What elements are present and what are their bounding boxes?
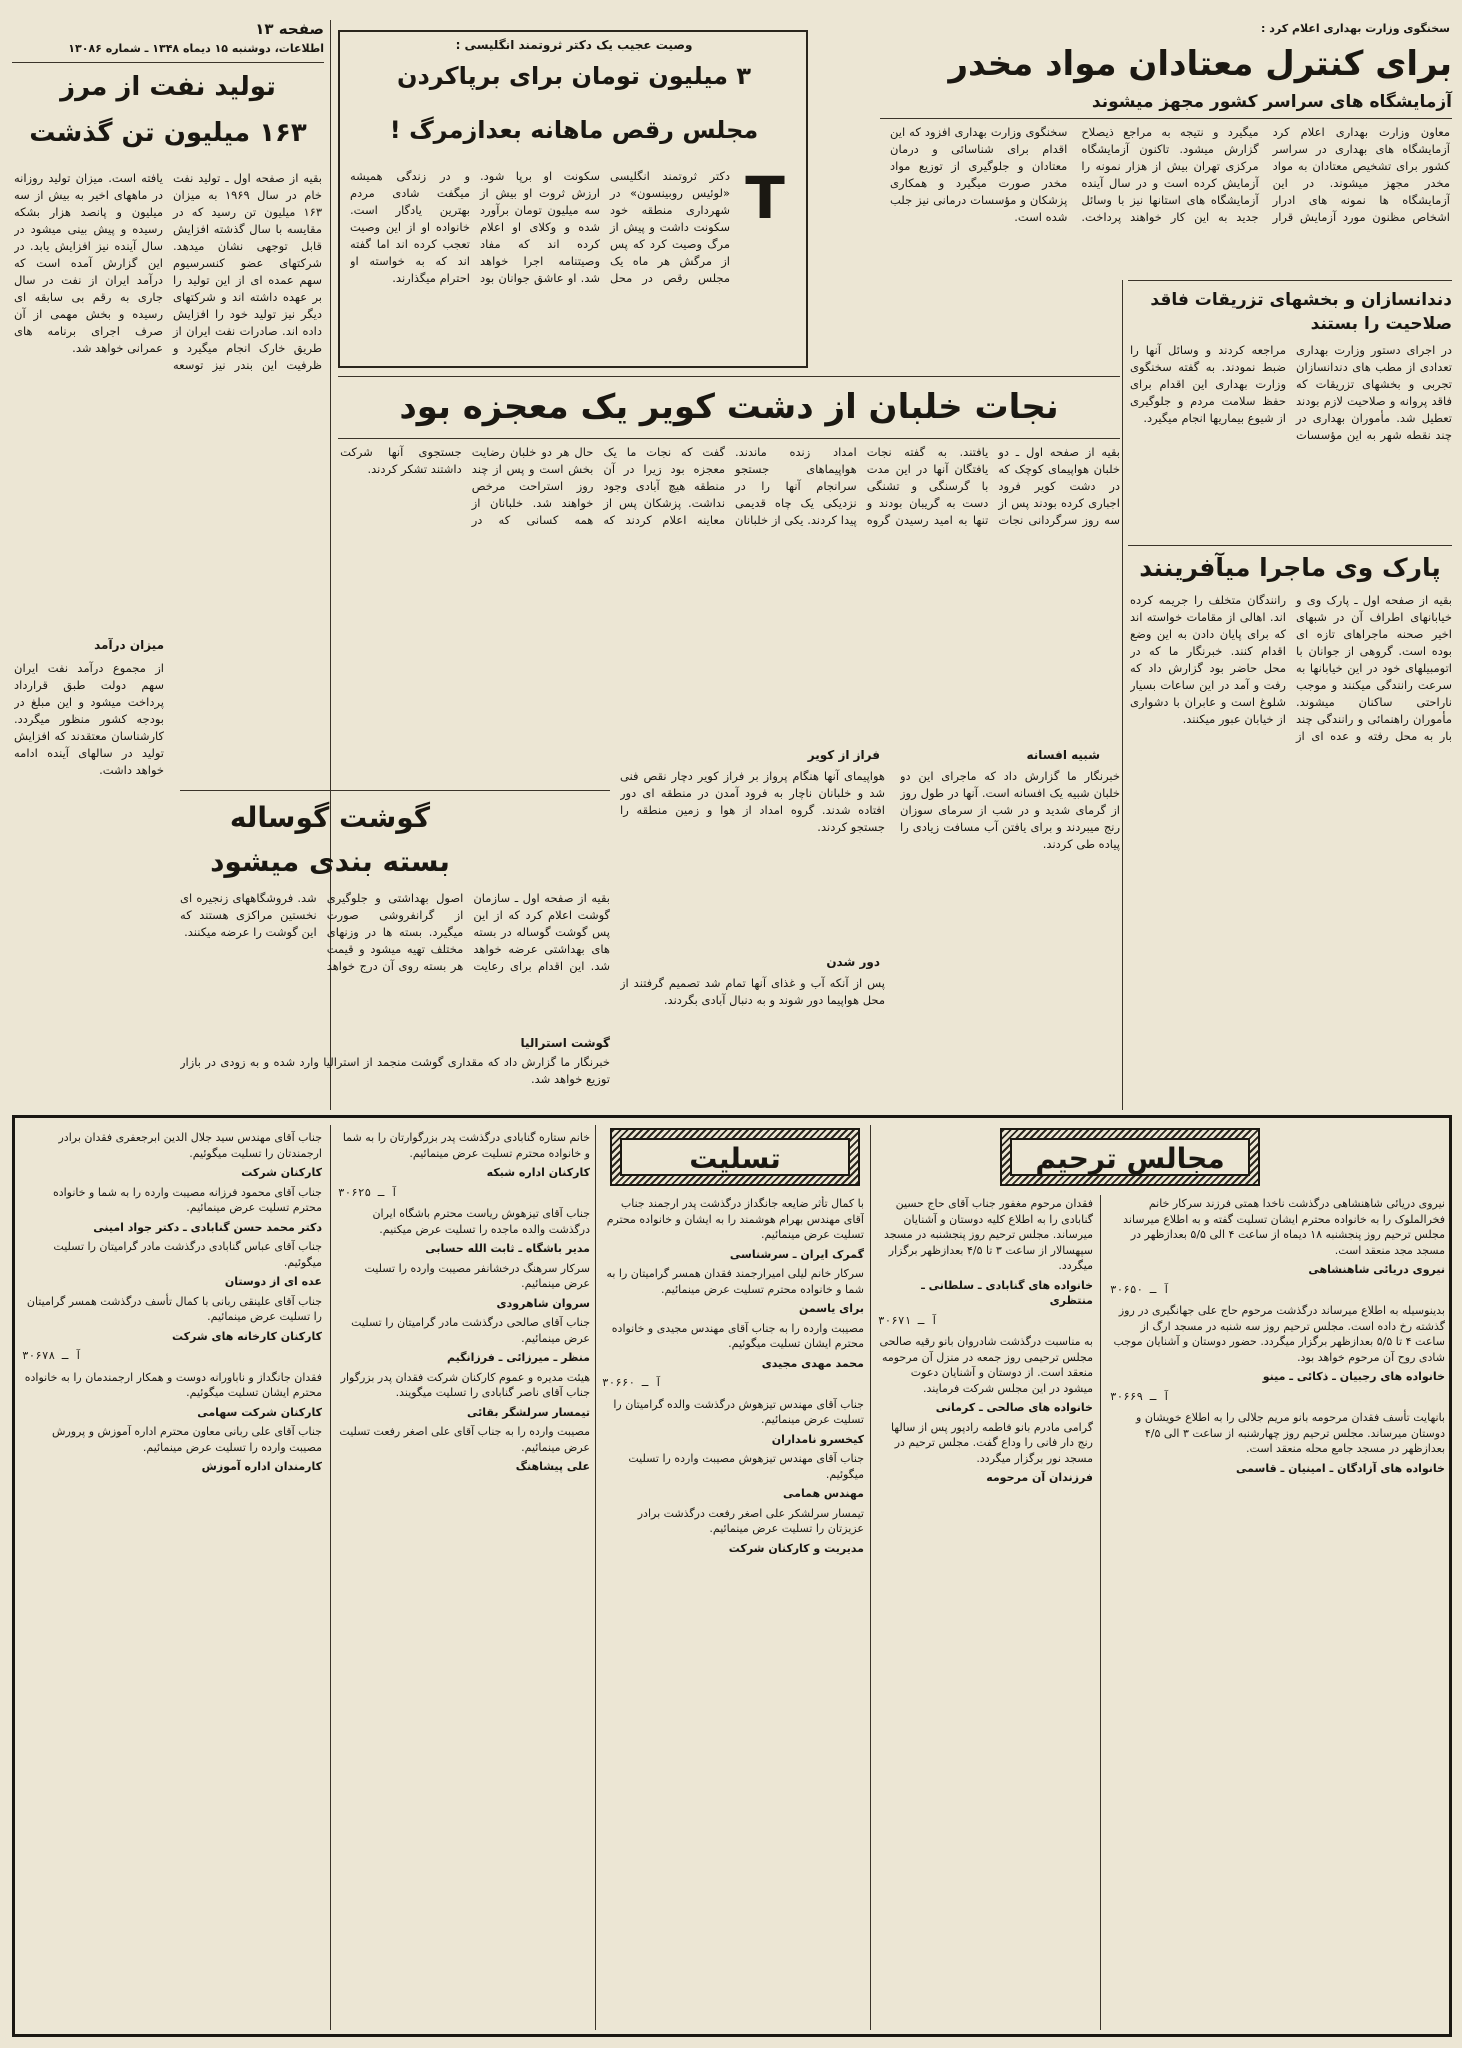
tarhim-1-0: نیروی دریائی شاهنشاهی درگذشت ناخدا همتی فرزند سرکار خانم فخرالملوک را به خانواده محترم ایشان تسلیت گفته و به اطلاع میرساند مجلس ترحیم روز پنجشنبه ۱۸ دیماه از ساعت ۴ الی ۵/۵ بعدازظهر در مسجد مجد منعقد است. (1123, 1197, 1445, 1257)
tasliyat-1-0: با کمال تأثر ضایعه جانگداز درگذشت پدر ارجمند جناب آقای مهندس بهرام هوشمند را به ایشان و خانواده محترم تسلیت عرض مینمائیم. (606, 1197, 864, 1241)
pilots-body-c: هواپیمای آنها هنگام پرواز بر فراز کویر دچار نقص فنی شد و خلبانان ناچار به فرود آمدن در منطقه ای دور افتاده شدند. گروه امداد از هوا و زمین منطقه را جستجو کردند. (620, 769, 885, 834)
tasliyat-1-9: مهندس همامی (783, 1487, 864, 1500)
tasliyat-3-2: جناب آقای محمود فرزانه مصیبت وارده را به شما و خانواده محترم تسلیت عرض مینمائیم. (52, 1185, 322, 1214)
tasliyat-3-11: کارمندان اداره آموزش (201, 1460, 322, 1473)
tasliyat-1-5: محمد مهدی مجیدی (761, 1356, 864, 1370)
will-title-1: ۳ میلیون تومان برای برپاکردن (396, 62, 752, 90)
oil-title-1: تولید نفت از مرز (60, 72, 276, 102)
tasliyat-2-2: جناب آقای تیزهوش ریاست محترم باشگاه ایران درگذشت والده ماجده را تسلیت عرض میکنیم. (372, 1207, 590, 1236)
oil-body-2: از مجموع درآمد نفت ایران سهم دولت طبق قرارداد پرداخت میشود و این مبلغ در بودجه کشور منظور میگردد. کارشناسان معتقدند که افزایش تولید در سالهای آینده ادامه خواهد داشت. (14, 661, 164, 777)
tarhim-2-0: فقدان مرحوم مغفور جناب آقای حاج حسین گنابادی را به اطلاع کلیه دوستان و آشنایان میرساند. مجلس ترحیم روز پنجشنبه در مسجد سپهسالار از ساعت ۳ تا ۴/۵ بعدازظهر برگزار میگردد. (884, 1197, 1093, 1272)
tarhim-2-2: به مناسبت درگذشت شادروان بانو رقیه صالحی مجلس ترحیمی روز جمعه در منزل آن مرحومه منعقد است. از دوستان و آشنایان دعوت میشود در این مجلس شرکت فرمایند. (879, 1335, 1093, 1395)
pilots-subhead-1: شبیه افسانه (1026, 748, 1100, 762)
tasliyat-3-10: جناب آقای علی ربانی معاون محترم اداره آموزش و پرورش مصیبت وارده را تسلیت عرض مینمائیم. (52, 1425, 322, 1454)
veal-subhead: گوشت استرالیا (520, 1036, 610, 1050)
veal-body: بقیه از صفحه اول ـ سازمان گوشت اعلام کرد که از این پس گوشت گوساله در بسته های بهداشتی عرضه خواهد شد. این اقدام برای رعایت اصول بهداشتی و جلوگیری از گرانفروشی صورت میگیرد. بسته ها در وزنهای مختلف تهیه میشود و قیمت هر بسته روی آن درج خواهد شد. فروشگاههای زنجیره ای نخستین مراکزی هستند که این گوشت را عرضه میکنند. (180, 891, 610, 973)
veal-title-2: بسته بندی میشود (210, 845, 450, 878)
tasliyat-3-5: عده ای از دوستان (224, 1275, 322, 1288)
code-0: آ ـ ۳۰۶۵۰ (1110, 1282, 1170, 1296)
tasliyat-2-3: مدیر باشگاه ـ ثابت الله حسابی (425, 1242, 590, 1255)
tasliyat-2-1: کارکنان اداره شبکه (486, 1166, 590, 1179)
pilots-body-d: پس از آنکه آب و غذای آنها تمام شد تصمیم گرفتند از محل هواپیما دور شوند و به دنبال آبادی بگردند. (620, 976, 885, 1007)
tarhim-2-1: خانواده های گنابادی ـ سلطانی ـ منتظری (921, 1278, 1093, 1307)
tasliyat-1-7: کیخسرو نامداران (771, 1432, 864, 1446)
park-body: بقیه از صفحه اول ـ پارک وی و خیابانهای اطراف آن در شبهای اخیر صحنه ماجراهای تازه ای بوده است. گروهی از جوانان با اتومبیلهای خود در این خیابانها به سرعت رانندگی میکنند و موجب ناراحتی ساکنان میشوند. مأموران راهنمائی و رانندگی چند بار به محل رفته و عده ای از رانندگان متخلف را جریمه کرده اند. اهالی از مقامات خواسته اند که برای پایان دادن به این وضع اقدام کنند. خبرنگار ما که در محل حاضر بود گزارش داد که رفت و آمد در این ساعات بسیار شلوغ است و عابران با دشواری از خیابان عبور میکنند. (1130, 593, 1452, 743)
pilots-subhead-2: فراز از کویر (807, 748, 880, 762)
tasliyat-2-6: جناب آقای صالحی درگذشت مادر گرامیتان را تسلیت عرض مینمائیم. (351, 1316, 590, 1345)
oil-body: بقیه از صفحه اول ـ تولید نفت خام در سال ۱۹۶۹ به میزان ۱۶۳ میلیون تن رسید که در مقایسه با سال گذشته افزایش قابل توجهی نشان میدهد. شرکتهای عضو کنسرسیوم سهم عمده ای از این تولید را بر عهده داشته اند و شرکتهای دیگر نیز تولید خود را افزایش داده اند. صادرات نفت ایران از طریق خارک انجام میگیرد و ظرفیت این بندر نیز توسعه یافته است. میزان تولید روزانه در ماههای اخیر به بیش از سه میلیون و پانصد هزار بشکه رسیده و پیش بینی میشود در سال آینده نیز افزایش یابد. در این گزارش آمده است که درآمد ایران از نفت در سال جاری به رقم بی سابقه ای رسیده و بخش مهمی از آن صرف اجرای برنامه های عمرانی خواهد شد. (14, 171, 322, 372)
tarhim-1-5: خانواده های آزادگان ـ امینیان ـ قاسمی (1236, 1461, 1445, 1475)
tarhim-1-1: نیروی دریائی شاهنشاهی (1308, 1263, 1445, 1276)
tasliyat-1-11: مدیریت و کارکنان شرکت (728, 1541, 864, 1555)
tasliyat-3-1: کارکنان شرکت (241, 1166, 322, 1179)
tasliyat-1-2: سرکار خانم لیلی امیرارجمند فقدان همسر گرامیتان را به شما و خانواده محترم تسلیت عرض مینمائیم. (606, 1267, 864, 1296)
pilots-body: بقیه از صفحه اول ـ دو خلبان هواپیمای کوچک که در دشت کویر فرود اجباری کرده بودند پس از سه روز سرگردانی نجات یافتند. به گفته نجات یافتگان آنها در این مدت با گرسنگی و تشنگی دست به گریبان بودند و تنها به امید رسیدن گروه امداد زنده ماندند. هواپیماهای جستجو سرانجام آنها را در نزدیکی یک چاه قدیمی پیدا کردند. یکی از خلبانان گفت که نجات ما یک معجزه بود زیرا در آن منطقه هیچ آبادی وجود نداشت. پزشکان پس از معاینه اعلام کردند که حال هر دو خلبان رضایت بخش است و پس از چند روز استراحت مرخص خواهند شد. خلبانان از همه کسانی که در جستجوی آنها شرکت داشتند تشکر کردند. (340, 445, 1120, 527)
tasliyat-3-3: دکتر محمد حسن گنابادی ـ دکتر جواد امینی (93, 1220, 322, 1234)
will-body: دکتر ثروتمند انگلیسی «لوئیس روبینسون» در شهرداری منطقه خود سکونت داشت و پیش از مرگ وصیت کرد که پس از مرگش هر ماه یک مجلس رقص در محل سکونت او برپا شود. ارزش ثروت او بیش از سه میلیون تومان برآورد شده و وکلای او اعلام کرده اند که مفاد وصیتنامه اجرا خواهد شد. او عاشق جوانان بود و در زندگی همیشه میگفت شادی مردم بهترین یادگار است. خانواده او از این وصیت تعجب کرده اند اما گفته اند که به خواسته او احترام میگذارند. (350, 169, 730, 285)
veal-title-1: گوشت گوساله (229, 801, 431, 834)
tasliyat-2-0: خانم ستاره گنابادی درگذشت پدر بزرگوارتان را به شما و خانواده محترم تسلیت عرض مینمائیم. (342, 1131, 590, 1160)
tasliyat-1-4: مصیبت وارده را به جناب آقای مهندس مجیدی و خانواده محترم ایشان تسلیت میگوئیم. (611, 1321, 864, 1350)
tarhim-2-5: فرزندان آن مرحومه (986, 1471, 1093, 1484)
tasliyat-2-10: مصیبت وارده را به جناب آقای علی اصغر رفعت تسلیت عرض مینمائیم. (339, 1425, 590, 1454)
page-label: صفحه ۱۳ (255, 20, 324, 38)
tasliyat-1-1: گمرک ایران ـ سرشناسی (729, 1247, 864, 1261)
tarhim-title: مجالس ترحیم (1010, 1138, 1250, 1176)
tasliyat-2-7: منظر ـ میرزائی ـ فرزانگیم (447, 1351, 590, 1364)
park-title: پارک وی ماجرا میآفرینند (1139, 553, 1441, 582)
tasliyat-2-8: هیئت مدیره و عموم کارکنان شرکت فقدان پدر بزرگوار جناب آقای ناصر گنابادی را تسلیت میگویند. (340, 1370, 590, 1399)
dateline: اطلاعات، دوشنبه ۱۵ دیماه ۱۳۴۸ ـ شماره ۱۳۰۸۶ (68, 42, 324, 55)
tasliyat-col-3 (22, 1130, 322, 2026)
oil-title-2: ۱۶۳ میلیون تن گذشت (29, 118, 307, 148)
code-2: آ ـ ۳۰۶۷۱ (878, 1313, 938, 1327)
tasliyat-1-10: تیمسار سرلشکر علی اصغر رفعت درگذشت برادر عزیزتان را تسلیت عرض مینمائیم. (637, 1506, 864, 1535)
pilots-title: نجات خلبان از دشت کویر یک معجزه بود (399, 387, 1059, 427)
code-1: آ ـ ۳۰۶۶۹ (1110, 1389, 1170, 1403)
tarhim-1-4: بانهایت تأسف فقدان مرحومه بانو مریم جلالی را به اطلاع خویشان و دوستان میرساند. مجلس ترحیم روز چهارشنبه از ساعت ۳ الی ۴/۵ بعدازظهر در مسجد جامع محله منعقد است. (1136, 1411, 1445, 1455)
tasliyat-1-6: جناب آقای مهندس تیزهوش درگذشت والده گرامیتان را تسلیت عرض مینمائیم. (613, 1397, 864, 1426)
tasliyat-3-4: جناب آقای عباس گنابادی درگذشت مادر گرامیتان را تسلیت میگوئیم. (53, 1240, 322, 1269)
tasliyat-2-9: تیمسار سرلشگر بقائی (467, 1405, 590, 1419)
tarhim-1-2: بدینوسیله به اطلاع میرساند درگذشت مرحوم حاج علی جهانگیری در روز گذشته رخ داده است. مجلس ترحیم روز سه شنبه در مسجد ارگ از ساعت ۴ تا ۵/۵ بعدازظهر برگزار میگردد. حضور دوستان و آشنایان موجب شادی روح آن مرحوم خواهد بود. (1113, 1304, 1445, 1364)
dentists-title: دندانسازان و بخشهای تزریقات فاقد صلاحیت را بستند (1150, 290, 1452, 334)
tarhim-1-3: خانواده های رجبیان ـ ذکائی ـ مینو (1262, 1370, 1445, 1383)
tasliyat-3-0: جناب آقای مهندس سید جلال الدین ابرجعفری فقدان برادر ارجمندتان را تسلیت میگوئیم. (58, 1131, 322, 1160)
lead-title: برای کنترل معتادان مواد مخدر (948, 44, 1452, 84)
tasliyat-3-8: فقدان جانگداز و ناباورانه دوست و همکار ارجمندمان را به خانواده محترم ایشان تسلیت میگوئیم. (24, 1370, 322, 1399)
tasliyat-title: تسلیت (620, 1138, 850, 1176)
will-title-2: مجلس رقص ماهانه بعدازمرگ ! (389, 116, 759, 144)
tasliyat-3-7: کارکنان کارخانه های شرکت (171, 1329, 322, 1343)
tarhim-col-2 (878, 1196, 1093, 2026)
tasliyat-2-5: سروان شاهرودی (496, 1296, 590, 1310)
pilots-subhead-3: دور شدن (826, 955, 880, 969)
tasliyat-col-1 (602, 1196, 864, 2026)
tasliyat-1-8: جناب آقای مهندس تیزهوش مصیبت وارده را تسلیت میگوئیم. (628, 1452, 864, 1481)
tasliyat-2-11: علی پیشاهنگ (515, 1460, 590, 1473)
will-kicker: وصیت عجیب یک دکتر ثروتمند انگلیسی : (455, 38, 693, 52)
dentists-body: در اجرای دستور وزارت بهداری تعدادی از مطب های دندانسازان تجربی و بخشهای تزریقات که فاقد پروانه و صلاحیت لازم بودند تعطیل شد. مأموران بهداری در چند نقطه شهر به این مؤسسات مراجعه کردند و وسائل آنها را ضبط نمودند. به گفته سخنگوی وزارت بهداری این اقدام برای حفظ سلامت مردم و جلوگیری از شیوع بیماریها انجام میگیرد. (1130, 343, 1452, 442)
tasliyat-2-4: سرکار سرهنگ درخشانفر مصیبت وارده را تسلیت عرض مینمائیم. (364, 1261, 590, 1290)
pilots-body-b: خبرنگار ما گزارش داد که ماجرای این دو خلبان شبیه یک افسانه است. آنها در طول روز از گرمای شدید و در شب از سرمای سوزان رنج میبردند و برای یافتن آب مسافت زیادی را پیاده طی کردند. (900, 769, 1120, 851)
tarhim-col-1 (1110, 1196, 1445, 2026)
oil-subhead: میزان درآمد (94, 638, 164, 652)
lead-body: معاون وزارت بهداری اعلام کرد آزمایشگاه های بهداری در سراسر کشور برای تشخیص معتادان به مواد مخدر مجهز میشوند. در این آزمایشگاه ها نمونه های ادرار اشخاص مظنون مورد آزمایش قرار میگیرد و نتیجه به مراجع ذیصلاح گزارش میشود. تاکنون آزمایشگاه مرکزی تهران بیش از هزار نمونه را آزمایش کرده است و در سال آینده آزمایشگاه های استانها نیز با وسائل جدید به این کار خواهند پرداخت. سخنگوی وزارت بهداری افزود که این اقدام برای شناسائی و درمان معتادان و جلوگیری از توزیع مواد مخدر صورت میگیرد و همکاری پزشکان و مؤسسات درمانی نیز جلب شده است. (890, 125, 1450, 224)
tasliyat-3-6: جناب آقای علینقی ربانی با کمال تأسف درگذشت همسر گرامیتان را تسلیت عرض مینمائیم. (26, 1294, 322, 1323)
lead-kicker: سخنگوی وزارت بهداری اعلام کرد : (1261, 22, 1450, 35)
tasliyat-3-9: کارکنان شرکت سهامی (197, 1405, 322, 1419)
tasliyat-1-3: برای یاسمن (798, 1302, 864, 1315)
veal-body-2: خبرنگار ما گزارش داد که مقداری گوشت منجمد از استرالیا وارد شده و به زودی در بازار توزیع خواهد شد. (180, 1055, 610, 1086)
tasliyat-col-2 (338, 1130, 590, 2026)
tarhim-2-4: گرامی مادرم بانو فاطمه رادپور پس از سالها رنج دار فانی را وداع گفت. مجلس ترحیم در مسجد نور برگزار میگردد. (890, 1420, 1093, 1465)
code-5: آ ـ ۳۰۶۷۸ (22, 1349, 82, 1362)
code-4: آ ـ ۳۰۶۲۵ (338, 1185, 398, 1199)
tarhim-2-3: خانواده های صالحی ـ کرمانی (935, 1401, 1093, 1414)
lead-subtitle: آزمایشگاه های سراسر کشور مجهز میشوند (1091, 92, 1452, 112)
will-dropcap: T (745, 164, 785, 232)
code-3: آ ـ ۳۰۶۶۰ (602, 1376, 662, 1389)
